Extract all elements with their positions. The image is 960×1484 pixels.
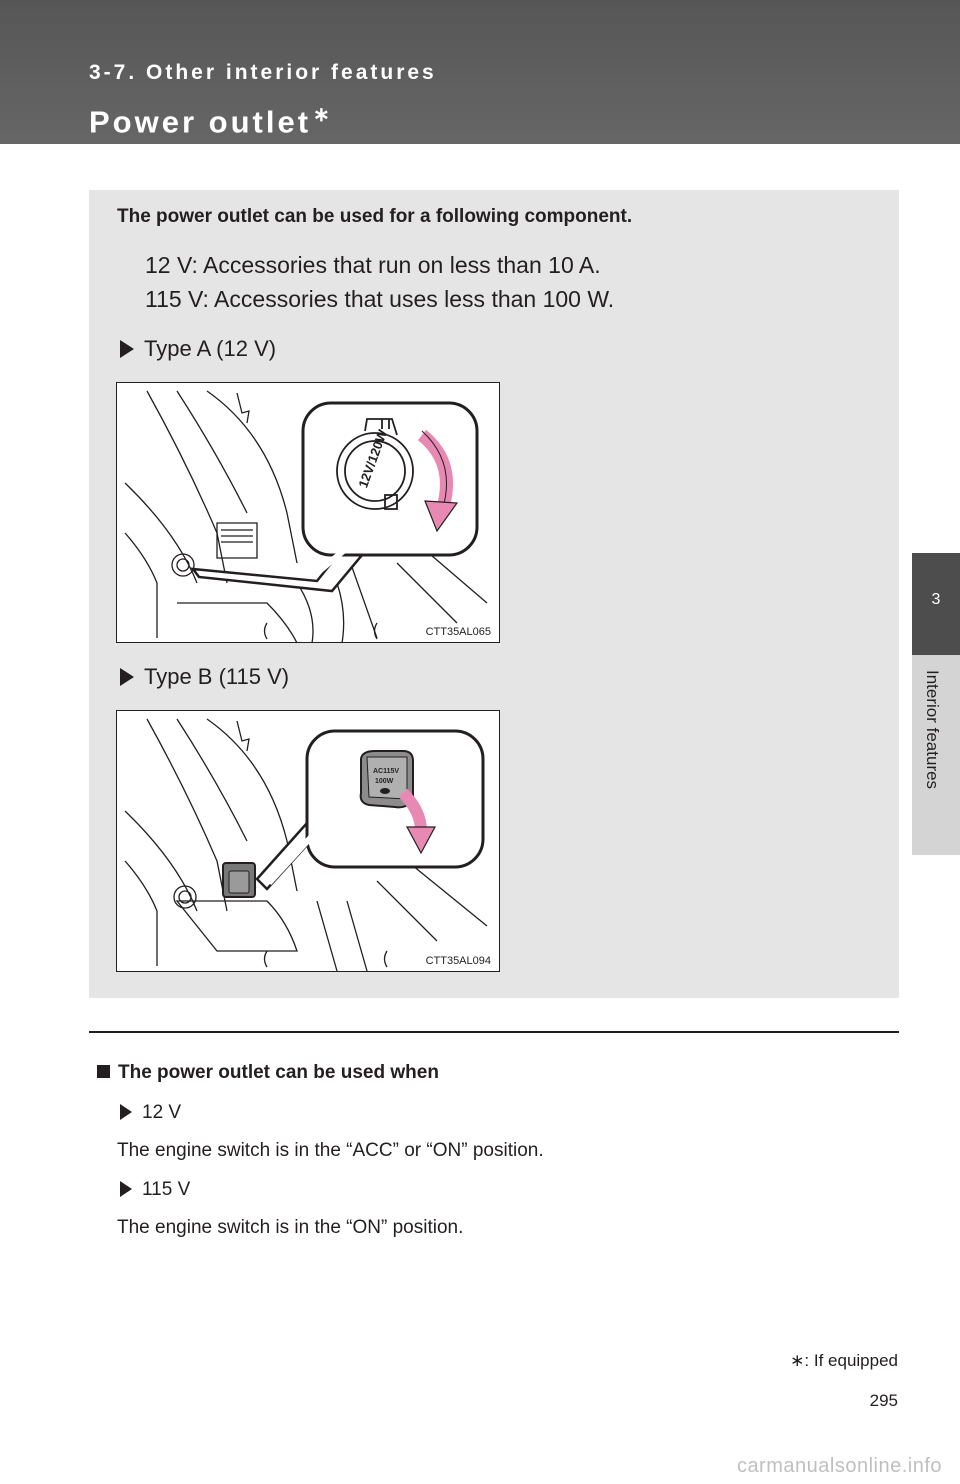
type-a-label: Type A (12 V): [144, 336, 277, 361]
figure-a-code: CTT35AL065: [425, 626, 491, 638]
section-divider: [89, 1031, 899, 1033]
type-b-heading: [120, 664, 289, 690]
square-bullet-icon: [97, 1065, 110, 1078]
intro-text: The power outlet can be used for a following component.: [117, 206, 633, 227]
page-title: [89, 95, 330, 142]
triangle-bullet-icon: [120, 1104, 132, 1120]
chapter-tab-number[interactable]: 3: [912, 553, 960, 655]
note-item-115v-text: The engine switch is in the “ON” position.: [117, 1217, 464, 1238]
chapter-tab-text: Interior features: [923, 670, 942, 790]
section-label: 3-7. Other interior features: [89, 61, 437, 84]
triangle-bullet-icon: [120, 340, 134, 358]
figure-type-a: [116, 382, 500, 643]
if-equipped-mark: ∗: [313, 104, 330, 126]
note-heading-text: The power outlet can be used when: [118, 1062, 439, 1083]
chapter-tab-label[interactable]: [912, 655, 960, 855]
page-number: 295: [869, 1391, 898, 1410]
note-item-115v-label: 115 V: [142, 1179, 191, 1200]
cap-label-12v: 12V/120W: [355, 427, 391, 490]
figure-type-b: [116, 710, 500, 972]
note-heading: [97, 1062, 439, 1084]
footnote: ∗: If equipped: [790, 1351, 898, 1370]
figure-b-code: CTT35AL094: [425, 955, 491, 967]
figure-type-a-drawing: [117, 383, 501, 644]
cap-label-ac115v: AC115V: [373, 768, 400, 775]
note-item-115v: [120, 1179, 190, 1201]
note-item-12v-text: The engine switch is in the “ACC” or “ON” position.: [117, 1140, 544, 1161]
spec-12v: 12 V: Accessories that run on less than 10 A.: [145, 252, 601, 278]
note-item-12v: [120, 1102, 181, 1124]
note-item-12v-label: 12 V: [142, 1102, 182, 1123]
triangle-bullet-icon: [120, 1181, 132, 1197]
type-a-heading: [120, 336, 276, 362]
spec-115v: 115 V: Accessories that uses less than 100 W.: [145, 286, 615, 312]
page-title-text: Power outlet: [89, 104, 312, 140]
triangle-bullet-icon: [120, 668, 134, 686]
watermark: carmanualsonline.info: [736, 1455, 942, 1477]
page-header: [0, 0, 960, 144]
figure-type-b-drawing: [117, 711, 501, 973]
cap-label-100w: 100W: [375, 778, 394, 785]
type-b-label: Type B (115 V): [144, 664, 290, 689]
